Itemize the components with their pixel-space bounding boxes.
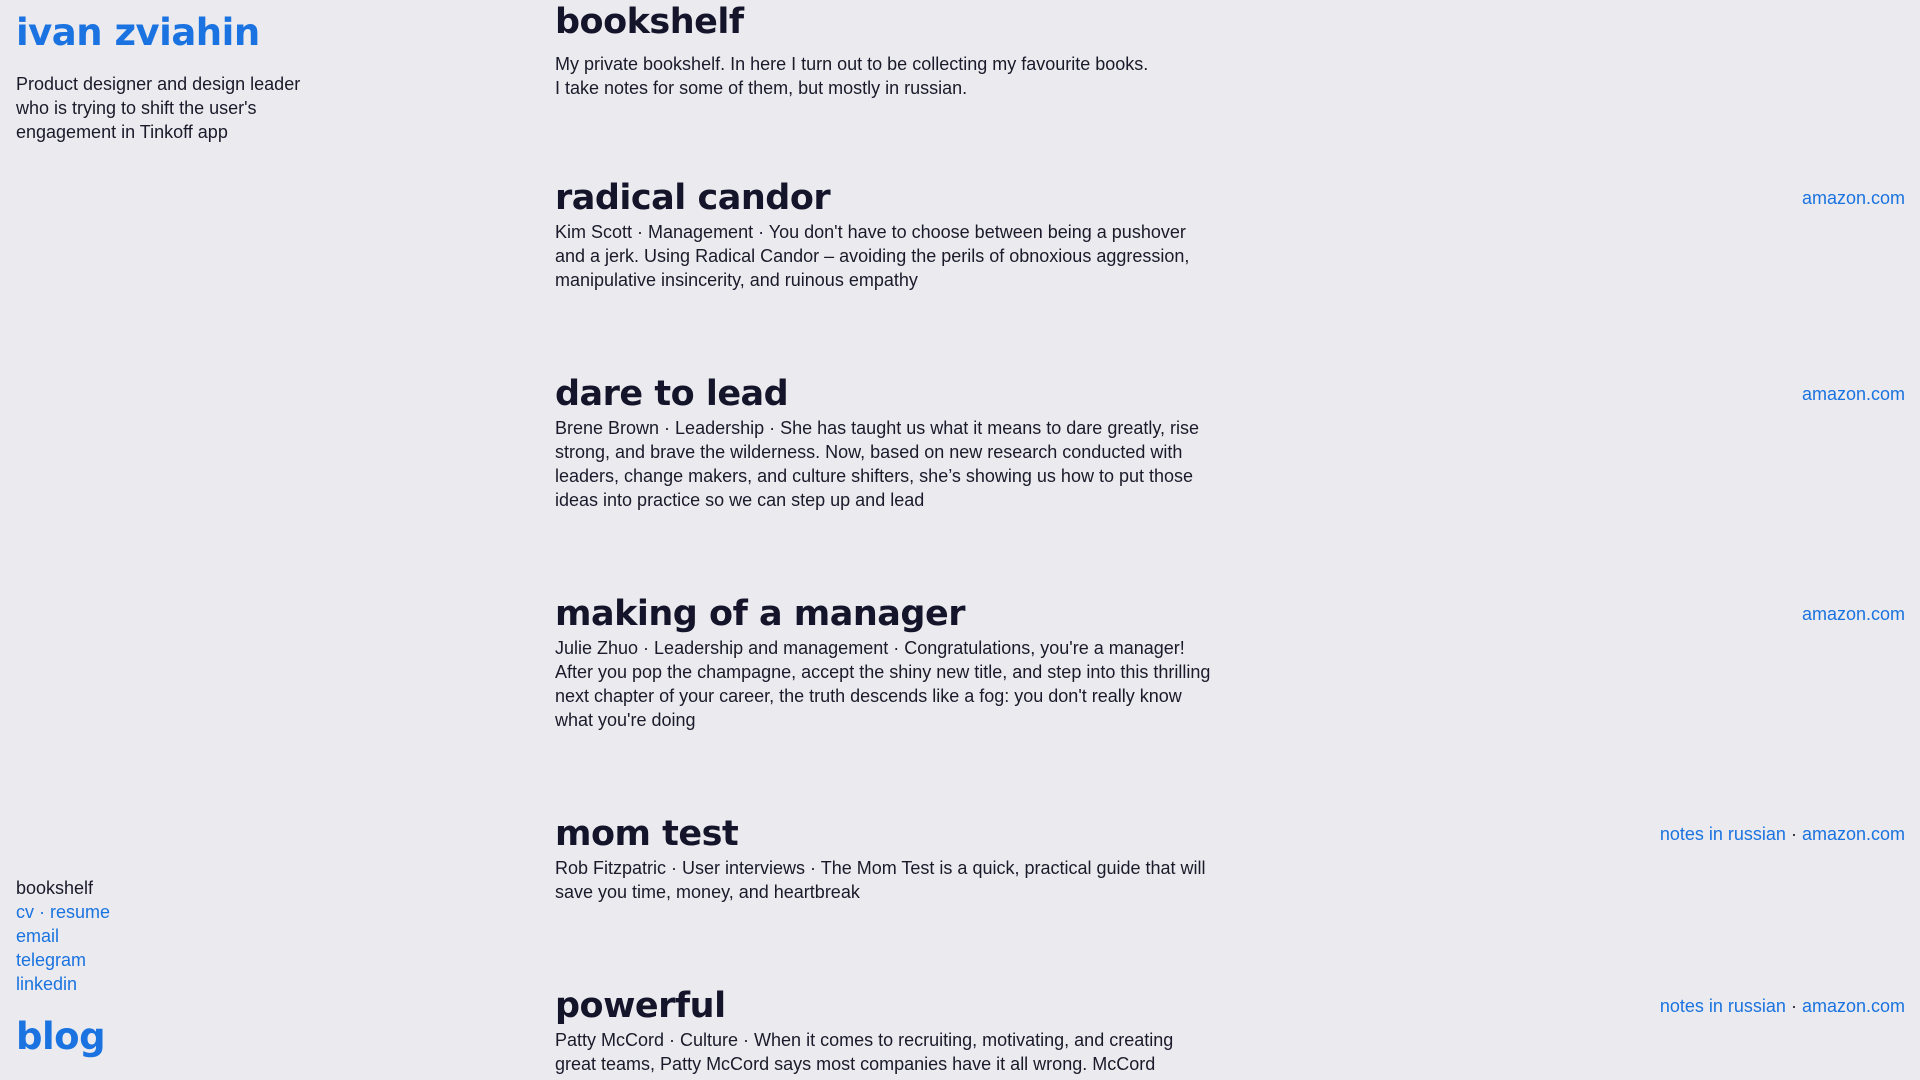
site-title-link[interactable]: ivan zviahin bbox=[16, 11, 260, 54]
intro-line: I take notes for some of them, but mostly in russian. bbox=[555, 78, 968, 98]
intro-line: My private bookshelf. In here I turn out to be collecting my favourite books. bbox=[555, 54, 1149, 74]
link-separator: · bbox=[1785, 996, 1802, 1016]
page-title: bookshelf bbox=[555, 2, 744, 42]
book-description: Rob Fitzpatric · User interviews · The Mom Test is a quick, practical guide that will save you time, money, and heartbreak bbox=[555, 858, 1206, 902]
book-links bbox=[1802, 382, 1905, 406]
book-description: Julie Zhuo · Leadership and management · Congratulations, you're a manager! After you pop the champagne, accept the shiny new title, and step into this thrilling next chapter of your career, the truth descends like a fog: you don't really know what you're doing bbox=[555, 638, 1211, 730]
nav-item-bookshelf: bookshelf bbox=[16, 878, 94, 898]
sidebar-nav bbox=[16, 876, 110, 996]
nav-link-cv[interactable]: cv bbox=[16, 902, 34, 922]
book-description: Patty McCord · Culture · When it comes to recruiting, motivating, and creating great teams, Patty McCord says most companies have it all wrong. McCord bbox=[555, 1030, 1174, 1074]
book-description: Kim Scott · Management · You don't have to choose between being a pushover and a jerk. Using Radical Candor – avoiding the perils of obnoxious aggression, manipulative insincerity, and ruinous empathy bbox=[555, 222, 1190, 290]
blog-link[interactable]: blog bbox=[16, 1015, 106, 1058]
amazon-link[interactable]: amazon.com bbox=[1801, 604, 1905, 624]
book-item bbox=[555, 984, 1905, 1076]
book-title: radical candor bbox=[555, 178, 831, 218]
nav-link-resume[interactable]: resume bbox=[50, 902, 111, 922]
nav-link-email[interactable]: email bbox=[16, 926, 60, 946]
book-links bbox=[1802, 186, 1905, 210]
amazon-link[interactable]: amazon.com bbox=[1801, 384, 1905, 404]
book-title: making of a manager bbox=[555, 594, 965, 634]
bio-text: Product designer and design leader who is trying to shift the user's engagement in Tinkoff app bbox=[16, 74, 301, 142]
nav-separator: · bbox=[34, 902, 50, 922]
book-links bbox=[1802, 602, 1905, 626]
amazon-link[interactable]: amazon.com bbox=[1801, 824, 1905, 844]
book-item bbox=[555, 372, 1905, 512]
notes-link[interactable]: notes in russian bbox=[1659, 996, 1786, 1016]
book-title: dare to lead bbox=[555, 374, 789, 414]
amazon-link[interactable]: amazon.com bbox=[1801, 188, 1905, 208]
notes-link[interactable]: notes in russian bbox=[1659, 824, 1786, 844]
nav-link-telegram[interactable]: telegram bbox=[16, 950, 87, 970]
page-intro bbox=[555, 52, 1255, 100]
book-item bbox=[555, 812, 1905, 904]
nav-item-cv-resume bbox=[16, 900, 110, 924]
book-item bbox=[555, 176, 1905, 292]
book-item bbox=[555, 592, 1905, 732]
main-content bbox=[555, 0, 1905, 1074]
book-description: Brene Brown · Leadership · She has taught us what it means to dare greatly, rise strong, and brave the wilderness. Now, based on new research conducted with leaders, change makers, and culture shifters, she’s showing us how to put those ideas into practice so we can step up and lead bbox=[555, 418, 1200, 510]
amazon-link[interactable]: amazon.com bbox=[1801, 996, 1905, 1016]
link-separator: · bbox=[1785, 824, 1802, 844]
sidebar bbox=[16, 0, 316, 1080]
book-title: powerful bbox=[555, 986, 726, 1026]
nav-link-linkedin[interactable]: linkedin bbox=[16, 974, 78, 994]
book-links bbox=[1660, 994, 1905, 1018]
book-links bbox=[1660, 822, 1905, 846]
book-title: mom test bbox=[555, 814, 739, 854]
